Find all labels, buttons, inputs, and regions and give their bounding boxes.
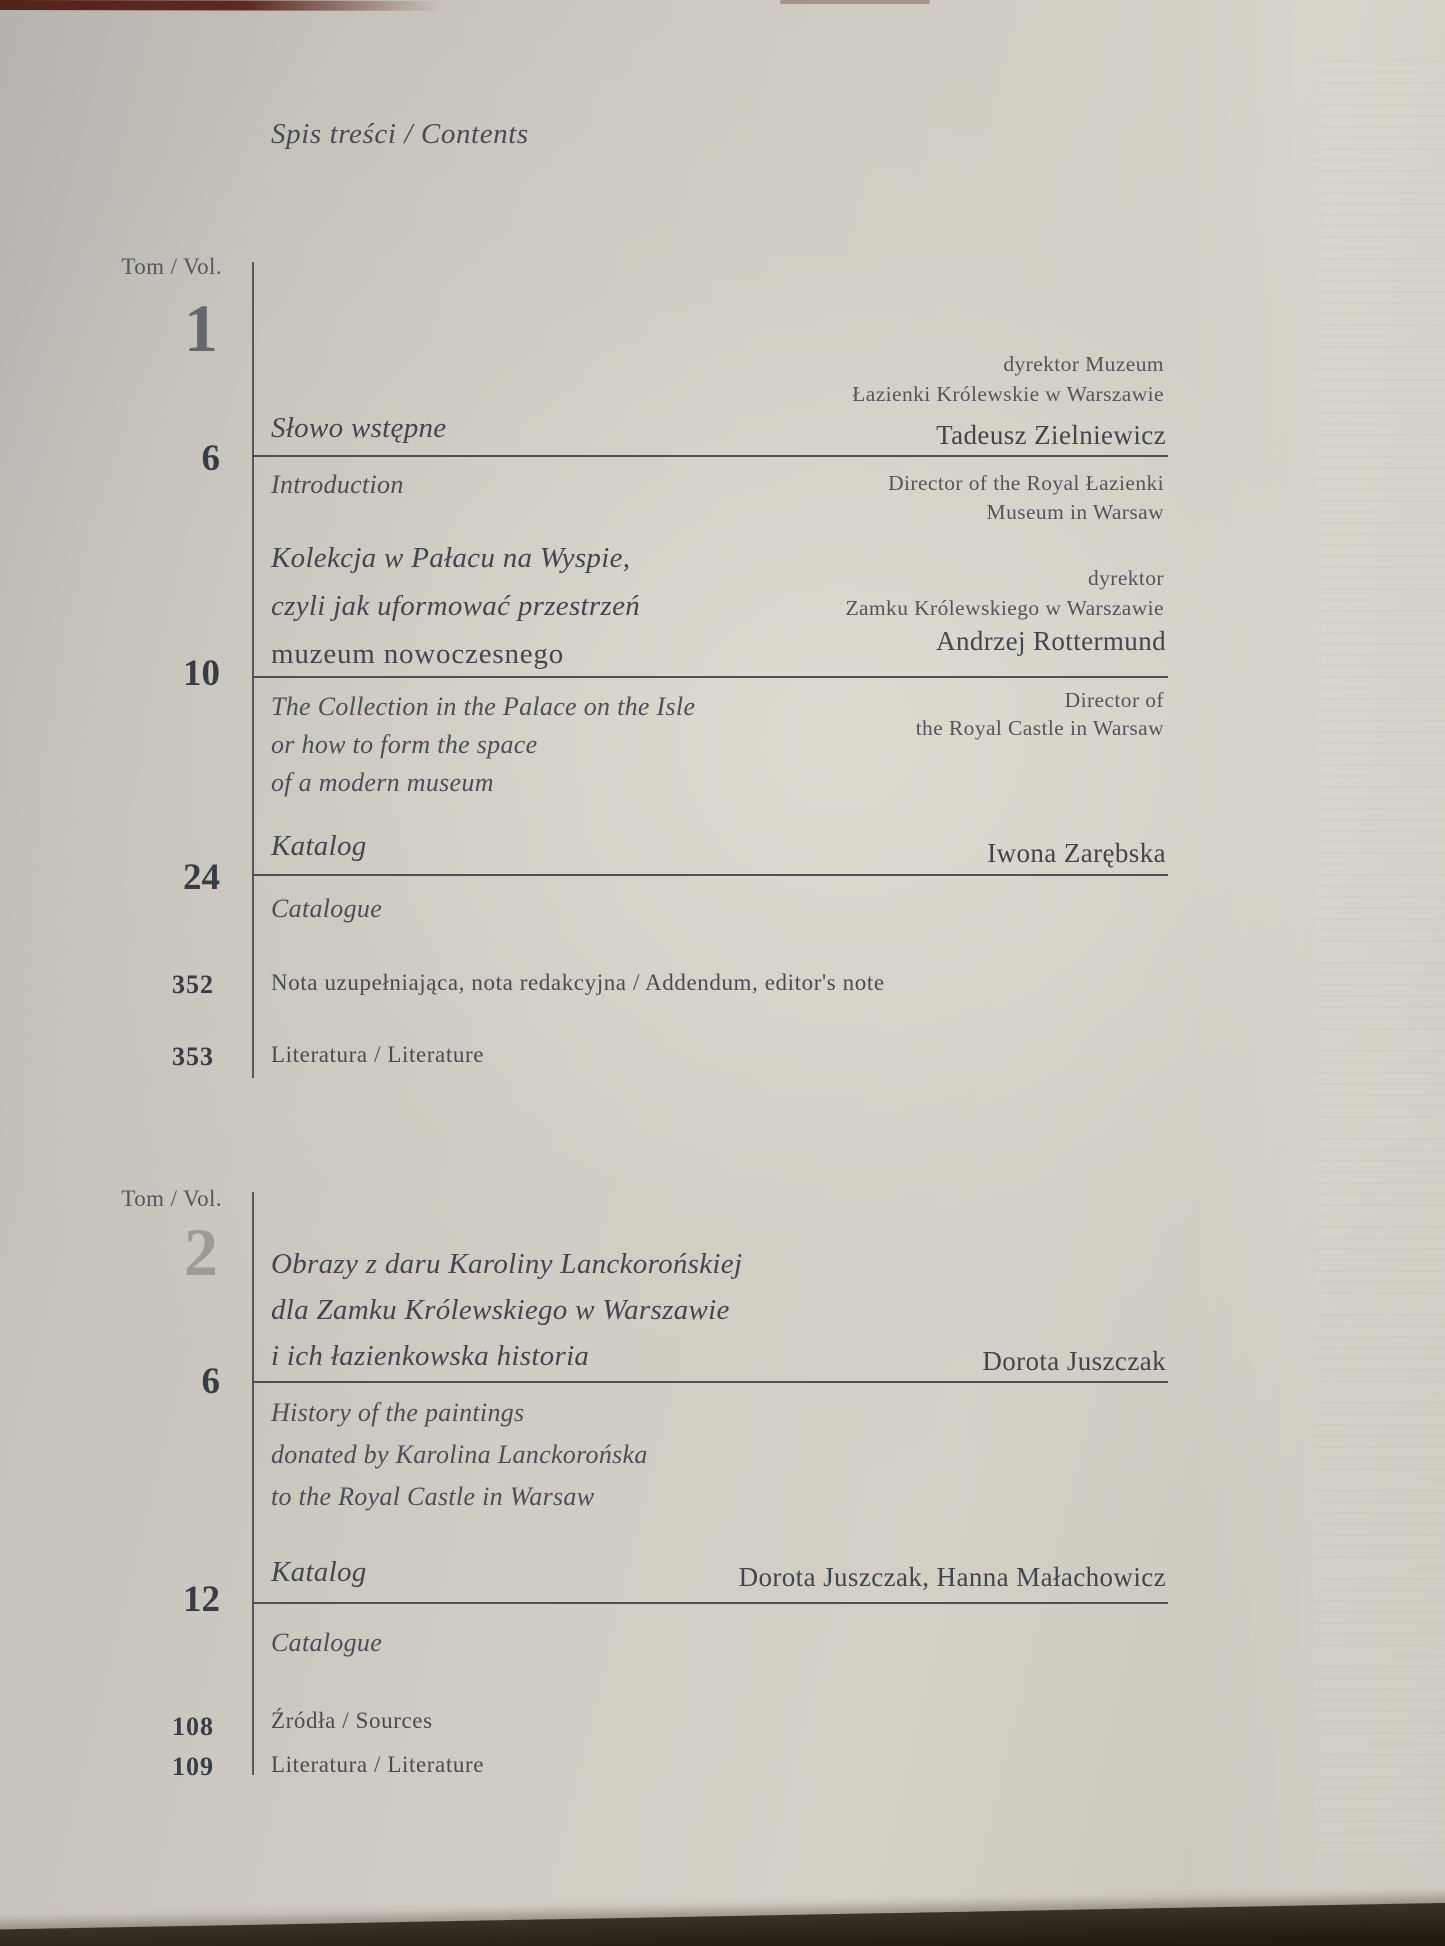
- entry-page-number: 109: [172, 1752, 214, 1781]
- entry-title-pl: czyli jak uformować przestrzeń: [271, 590, 641, 622]
- vol1-label: Tom / Vol.: [121, 254, 222, 279]
- entry-author: Dorota Juszczak: [982, 1346, 1166, 1376]
- entry-title-pl: Katalog: [271, 1556, 367, 1588]
- vol1-vertical-divider: [252, 262, 254, 1078]
- entry-author: Andrzej Rottermund: [936, 626, 1166, 656]
- vol2-vertical-divider: [252, 1192, 254, 1775]
- entry-affiliation: Zamku Królewskiego w Warszawie: [845, 596, 1164, 620]
- entry-author: Dorota Juszczak, Hanna Małachowicz: [738, 1562, 1166, 1592]
- entry-title-en: Introduction: [271, 470, 404, 499]
- entry-page-number: 6: [201, 438, 220, 479]
- entry-title-en: History of the paintings: [271, 1398, 525, 1427]
- entry-text: Literatura / Literature: [271, 1042, 485, 1067]
- entry-title-en: or how to form the space: [271, 730, 538, 759]
- entry-title-pl: Katalog: [271, 830, 367, 862]
- entry-title-pl: Słowo wstępne: [271, 412, 447, 444]
- entry-rule: [252, 874, 1168, 876]
- entry-affiliation: the Royal Castle in Warsaw: [915, 716, 1164, 740]
- entry-affiliation: Museum in Warsaw: [986, 500, 1164, 524]
- entry-title-pl: Obrazy z daru Karoliny Lanckorońskiej: [271, 1248, 743, 1280]
- entry-affiliation: dyrektor Muzeum: [1003, 352, 1164, 376]
- table-surface-below-page: [0, 1902, 1445, 1946]
- entry-rule: [252, 1602, 1168, 1604]
- entry-title-pl: dla Zamku Królewskiego w Warszawie: [271, 1294, 730, 1326]
- entry-text: Nota uzupełniająca, nota redakcyjna / Addendum, editor's note: [271, 970, 885, 995]
- vol2-label: Tom / Vol.: [121, 1186, 222, 1211]
- entry-title-en: donated by Karolina Lanckorońska: [271, 1440, 648, 1469]
- entry-page-number: 10: [183, 653, 220, 694]
- entry-affiliation: Director of: [1064, 688, 1164, 712]
- book-cover-edge-top-sliver: [780, 0, 930, 4]
- entry-affiliation: Łazienki Królewskie w Warszawie: [852, 382, 1164, 406]
- entry-page-number: 352: [172, 970, 214, 999]
- entry-text: Literatura / Literature: [271, 1752, 485, 1777]
- book-cover-edge-top: [0, 0, 444, 11]
- vol2-number: 2: [184, 1214, 218, 1290]
- entry-title-en: Catalogue: [271, 894, 383, 923]
- entry-title-en: The Collection in the Palace on the Isle: [271, 692, 696, 721]
- entry-author: Iwona Zarębska: [987, 838, 1166, 868]
- page-title: Spis treści / Contents: [271, 118, 529, 150]
- entry-affiliation: dyrektor: [1087, 566, 1164, 590]
- entry-page-number: 6: [201, 1361, 220, 1402]
- vol1-number: 1: [184, 290, 218, 366]
- entry-affiliation: Director of the Royal Łazienki: [888, 471, 1164, 495]
- entry-title-en: of a modern museum: [271, 768, 494, 797]
- entry-page-number: 24: [183, 857, 220, 898]
- entry-title-pl: i ich łazienkowska historia: [271, 1340, 590, 1372]
- entry-title-en: Catalogue: [271, 1628, 383, 1657]
- entry-author: Tadeusz Zielniewicz: [936, 420, 1166, 450]
- entry-rule: [252, 676, 1168, 678]
- page-curl-sheen: [1185, 0, 1445, 1946]
- entry-rule: [252, 455, 1168, 457]
- entry-title-pl: muzeum nowoczesnego: [271, 638, 565, 670]
- entry-title-pl: Kolekcja w Pałacu na Wyspie,: [271, 542, 631, 574]
- entry-text: Źródła / Sources: [271, 1708, 433, 1733]
- entry-rule: [252, 1381, 1168, 1383]
- entry-page-number: 108: [172, 1712, 214, 1741]
- entry-title-en: to the Royal Castle in Warsaw: [271, 1482, 595, 1511]
- entry-page-number: 353: [172, 1042, 214, 1071]
- entry-page-number: 12: [183, 1579, 220, 1620]
